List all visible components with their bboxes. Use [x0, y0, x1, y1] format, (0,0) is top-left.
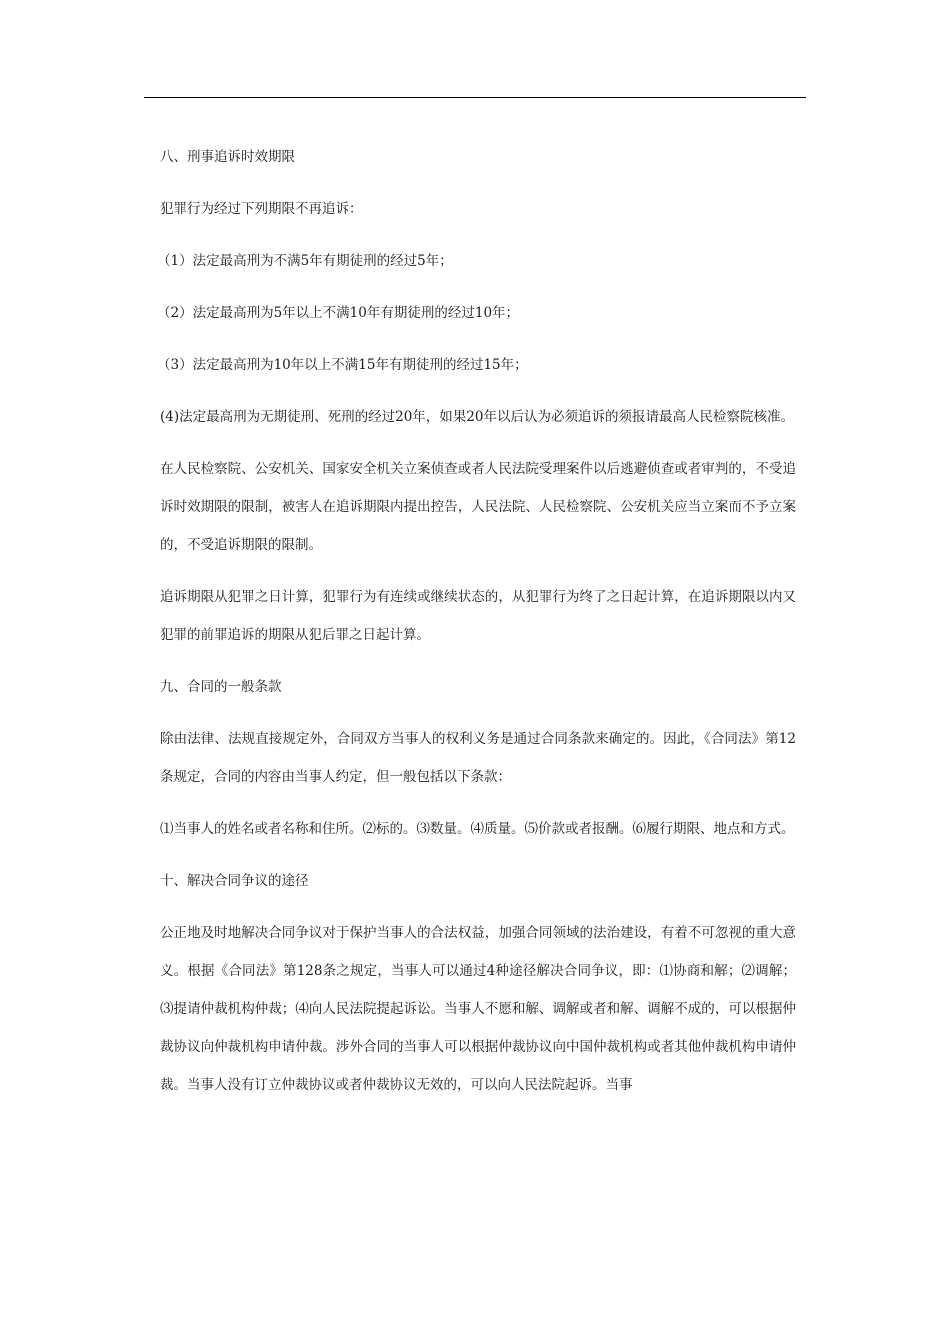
list-item: (4)法定最高刑为无期徒刑、死刑的经过20年，如果20年以后认为必须追诉的须报请最高人民检察院核准。 [160, 409, 794, 425]
header-rule [144, 97, 806, 98]
paragraph: 在人民检察院、公安机关、国家安全机关立案侦查或者人民法院受理案件以后逃避侦查或者审判的，不受追诉时效期限的限制，被害人在追诉期限内提出控告，人民法院、人民检察院、公安机关应当立案而不予立案的，不受追诉期限的限制。 [160, 461, 796, 553]
list-item: （3）法定最高刑为10年以上不满15年有期徒刑的经过15年； [157, 357, 528, 373]
paragraph: ⑴当事人的姓名或者名称和住所。⑵标的。⑶数量。⑷质量。⑸价款或者报酬。⑹履行期限、地点和方式。 [160, 821, 795, 837]
paragraph: 除由法律、法规直接规定外，合同双方当事人的权利义务是通过合同条款来确定的。因此，《合同法》第12条规定，合同的内容由当事人约定，但一般包括以下条款： [160, 731, 796, 785]
section-heading-8: 八、刑事追诉时效期限 [160, 149, 295, 165]
paragraph: 公正地及时地解决合同争议对于保护当事人的合法权益，加强合同领域的法治建设，有着不可忽视的重大意义。根据《合同法》第128条之规定，当事人可以通过4种途径解决合同争议，即：⑴协商和解；⑵调解；⑶提请仲裁机构仲裁；⑷向人民法院提起诉讼。当事人不愿和解、调解或者和解、调解不成的，可以根据仲裁协议向仲裁机构申请仲裁。涉外合同的当事人可以根据仲裁协议向中国仲裁机构或者其他仲裁机构申请仲裁。当事人没有订立仲裁协议或者仲裁协议无效的，可以向人民法院起诉。当事 [160, 925, 796, 1093]
paragraph: 追诉期限从犯罪之日计算，犯罪行为有连续或继续状态的，从犯罪行为终了之日起计算，在追诉期限以内又犯罪的前罪追诉的期限从犯后罪之日起计算。 [160, 589, 796, 643]
document-body [157, 138, 796, 1118]
list-item: （2）法定最高刑为5年以上不满10年有期徒刑的经过10年； [157, 305, 520, 321]
list-item: （1）法定最高刑为不满5年有期徒刑的经过5年； [157, 253, 453, 269]
paragraph: 犯罪行为经过下列期限不再追诉： [160, 201, 363, 217]
section-heading-9: 九、合同的一般条款 [160, 679, 282, 695]
section-heading-10: 十、解决合同争议的途径 [160, 873, 309, 889]
